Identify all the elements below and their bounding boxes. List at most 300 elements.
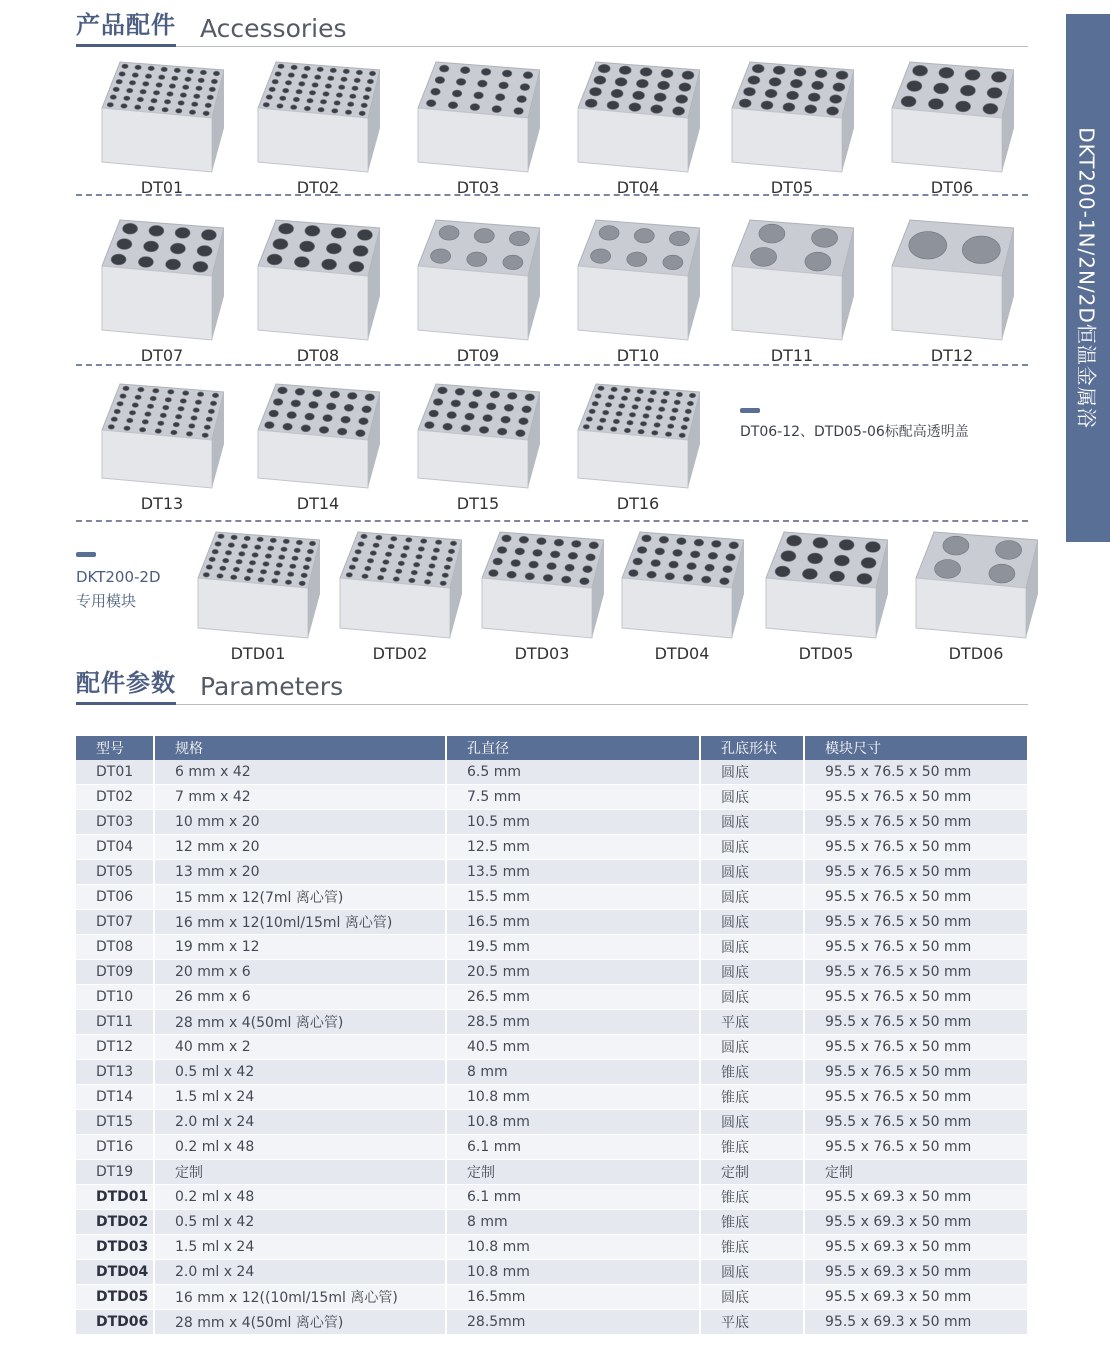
accessory-block-dt15 — [416, 382, 540, 518]
block-hole — [307, 98, 313, 103]
cell-hole-diameter: 8 mm — [446, 1210, 700, 1235]
block-hole — [443, 423, 453, 430]
cell-spec: 7 mm x 42 — [154, 785, 446, 810]
row-divider — [76, 518, 1028, 522]
block-hole — [303, 565, 309, 570]
table-row — [76, 1160, 1028, 1185]
block-hole — [147, 404, 153, 409]
block-hole — [522, 406, 532, 413]
block-hole — [647, 571, 657, 578]
block-hole — [483, 415, 493, 422]
block-hole — [218, 534, 224, 539]
block-hole — [349, 261, 364, 272]
block-front-face — [578, 266, 688, 340]
block-illustration — [100, 60, 224, 178]
block-hole — [642, 535, 652, 542]
cell-spec: 6 mm x 42 — [154, 760, 446, 785]
cell-module-size: 95.5 x 76.5 x 50 mm — [804, 860, 1028, 885]
block-hole — [509, 231, 529, 245]
block-hole — [640, 422, 646, 427]
dkt-module-label — [76, 552, 161, 613]
block-hole — [193, 408, 199, 413]
block-hole — [650, 390, 656, 395]
block-hole — [857, 573, 872, 584]
cell-model: DT04 — [76, 835, 154, 860]
block-hole — [935, 560, 961, 579]
block-hole — [439, 226, 459, 240]
block-hole — [172, 76, 178, 81]
cell-module-size: 定制 — [804, 1160, 1028, 1185]
block-hole — [273, 239, 288, 250]
cell-hole-diameter: 6.1 mm — [446, 1185, 700, 1210]
cell-hole-diameter: 20.5 mm — [446, 960, 700, 985]
cell-module-size: 95.5 x 69.3 x 50 mm — [804, 1210, 1028, 1235]
header-model: 型号 — [76, 736, 154, 760]
block-hole — [173, 422, 179, 427]
cell-hole-diameter: 10.8 mm — [446, 1085, 700, 1110]
block-hole — [385, 552, 391, 557]
block-hole — [781, 551, 796, 562]
block-hole — [901, 96, 916, 107]
cell-spec: 12 mm x 20 — [154, 835, 446, 860]
block-hole — [672, 408, 678, 413]
block-hole — [174, 68, 180, 73]
block-hole — [523, 72, 533, 79]
accessory-block-dtd05 — [764, 530, 888, 668]
block-hole — [504, 404, 514, 411]
block-hole — [502, 535, 512, 542]
block-hole — [304, 66, 310, 71]
block-label: DT03 — [456, 178, 500, 197]
cell-hole-bottom: 平底 — [700, 1310, 804, 1335]
block-hole — [309, 401, 319, 408]
block-hole — [350, 94, 356, 99]
block-hole — [145, 412, 151, 417]
table-row — [76, 1310, 1028, 1335]
block-hole — [336, 93, 342, 98]
block-hole — [309, 541, 315, 546]
block-hole — [144, 241, 159, 252]
block-hole — [346, 573, 352, 578]
cell-hole-bottom: 锥底 — [700, 1235, 804, 1260]
lid-note — [740, 408, 969, 441]
block-hole — [231, 535, 237, 540]
cell-hole-diameter: 40.5 mm — [446, 1035, 700, 1060]
accessory-block-dt01 — [100, 60, 224, 202]
cell-model: DTD04 — [76, 1260, 154, 1285]
block-hole — [348, 102, 354, 107]
block-label: DT04 — [616, 178, 660, 197]
block-hole — [211, 79, 217, 84]
block-hole — [687, 563, 697, 570]
block-hole — [689, 393, 695, 398]
block-hole — [447, 412, 457, 419]
cell-hole-bottom: 圆底 — [700, 785, 804, 810]
block-hole — [299, 581, 305, 586]
block-hole — [110, 95, 116, 100]
block-illustration — [480, 530, 604, 644]
cell-hole-bottom: 平底 — [700, 1010, 804, 1035]
block-hole — [595, 394, 601, 399]
block-hole — [137, 97, 143, 102]
block-illustration — [416, 382, 540, 494]
block-hole — [334, 101, 340, 106]
block-hole — [210, 401, 216, 406]
block-hole — [712, 540, 722, 547]
cell-hole-bottom: 圆底 — [700, 1260, 804, 1285]
table-row — [76, 1235, 1028, 1260]
block-hole — [586, 417, 592, 422]
block-hole — [481, 68, 491, 75]
block-hole — [153, 389, 159, 394]
block-hole — [370, 551, 376, 556]
block-hole — [192, 102, 198, 107]
block-hole — [359, 418, 369, 425]
block-hole — [600, 418, 606, 423]
accessories-title-cn: 产品配件 — [76, 5, 176, 47]
block-hole — [203, 111, 209, 116]
block-hole — [317, 67, 323, 72]
block-hole — [433, 548, 439, 553]
block-hole — [183, 85, 189, 90]
block-hole — [258, 577, 264, 582]
block-hole — [427, 572, 433, 577]
block-hole — [589, 409, 595, 414]
block-hole — [643, 414, 649, 419]
block-hole — [685, 409, 691, 414]
block-hole — [356, 70, 362, 75]
block-hole — [508, 392, 518, 399]
block-hole — [198, 78, 204, 83]
table-row — [76, 985, 1028, 1010]
block-hole — [244, 536, 250, 541]
block-hole — [554, 539, 564, 546]
block-hole — [589, 542, 599, 549]
cell-module-size: 95.5 x 76.5 x 50 mm — [804, 985, 1028, 1010]
cell-model: DT01 — [76, 760, 154, 785]
block-hole — [629, 103, 641, 112]
block-hole — [287, 412, 297, 419]
block-hole — [615, 78, 627, 87]
block-hole — [132, 403, 138, 408]
block-hole — [583, 425, 589, 430]
block-illustration — [100, 218, 224, 346]
cell-hole-bottom: 锥底 — [700, 1135, 804, 1160]
block-hole — [328, 76, 334, 81]
block-hole — [448, 549, 454, 554]
block-hole — [315, 75, 321, 80]
block-hole — [274, 571, 280, 576]
block-hole — [983, 103, 998, 114]
block-hole — [456, 78, 466, 85]
block-hole — [108, 425, 114, 430]
block-hole — [637, 389, 643, 394]
block-hole — [603, 410, 609, 415]
block-hole — [276, 563, 282, 568]
block-hole — [424, 580, 430, 585]
block-hole — [365, 566, 371, 571]
block-hole — [665, 573, 675, 580]
block-hole — [213, 71, 219, 76]
block-hole — [421, 539, 427, 544]
block-hole — [833, 83, 845, 92]
header-hole-diameter: 孔直径 — [446, 736, 700, 760]
block-hole — [239, 552, 245, 557]
block-illustration — [730, 60, 854, 178]
block-hole — [113, 87, 119, 92]
block-illustration — [576, 382, 700, 494]
block-hole — [293, 97, 299, 102]
block-hole — [515, 548, 525, 555]
block-hole — [461, 425, 471, 432]
table-row — [76, 785, 1028, 810]
block-hole — [197, 246, 212, 257]
block-hole — [145, 74, 151, 79]
block-hole — [309, 91, 315, 96]
block-label: DTD05 — [798, 644, 854, 663]
dkt-bullet — [76, 552, 96, 557]
block-hole — [676, 95, 688, 104]
block-hole — [163, 405, 169, 410]
block-hole — [117, 239, 132, 250]
cell-hole-bottom: 圆底 — [700, 935, 804, 960]
block-hole — [598, 386, 604, 391]
parameters-title-cn: 配件参数 — [76, 663, 176, 705]
block-hole — [960, 85, 975, 96]
block-hole — [627, 252, 647, 266]
block-hole — [187, 69, 193, 74]
block-hole — [473, 390, 483, 397]
accessory-block-dtd06 — [914, 530, 1038, 668]
block-hole — [326, 403, 336, 410]
cell-spec: 13 mm x 20 — [154, 860, 446, 885]
block-hole — [590, 87, 602, 96]
cell-model: DT08 — [76, 935, 154, 960]
block-hole — [752, 64, 764, 73]
cell-spec: 16 mm x 12((10ml/15ml 离心管) — [154, 1285, 446, 1310]
table-body — [76, 760, 1028, 1335]
block-hole — [312, 83, 318, 88]
cell-module-size: 95.5 x 76.5 x 50 mm — [804, 1110, 1028, 1135]
block-hole — [398, 561, 404, 566]
block-hole — [160, 413, 166, 418]
block-hole — [478, 80, 488, 87]
block-hole — [659, 536, 669, 543]
block-hole — [656, 415, 662, 420]
block-hole — [744, 87, 756, 96]
block-hole — [765, 89, 777, 98]
block-illustration — [256, 60, 380, 178]
block-hole — [451, 400, 461, 407]
block-front-face — [732, 266, 842, 340]
block-hole — [651, 105, 663, 114]
block-hole — [598, 64, 610, 73]
block-illustration — [338, 530, 462, 644]
block-hole — [285, 580, 291, 585]
parameters-title-en: Parameters — [200, 672, 344, 701]
block-label: DT07 — [140, 346, 184, 365]
parameters-table — [76, 736, 1029, 1335]
block-hole — [435, 540, 441, 545]
table-row — [76, 910, 1028, 935]
block-hole — [431, 249, 451, 263]
block-hole — [401, 553, 407, 558]
block-hole — [865, 542, 880, 553]
block-hole — [987, 88, 1002, 99]
block-hole — [373, 543, 379, 548]
block-hole — [180, 399, 186, 404]
block-hole — [167, 92, 173, 97]
block-hole — [705, 564, 715, 571]
block-hole — [501, 416, 511, 423]
block-hole — [178, 101, 184, 106]
block-hole — [268, 546, 274, 551]
block-hole — [516, 430, 526, 437]
cell-model: DTD03 — [76, 1235, 154, 1260]
block-hole — [277, 104, 283, 109]
block-label: DT16 — [616, 494, 660, 513]
block-hole — [291, 65, 297, 70]
cell-model: DTD02 — [76, 1210, 154, 1235]
cell-hole-bottom: 锥底 — [700, 1210, 804, 1235]
block-hole — [561, 576, 571, 583]
table-row — [76, 1260, 1028, 1285]
block-hole — [467, 252, 487, 266]
block-hole — [613, 419, 619, 424]
block-front-face — [916, 578, 1026, 638]
block-hole — [627, 420, 633, 425]
cell-hole-diameter: 16.5 mm — [446, 910, 700, 935]
block-hole — [812, 81, 824, 90]
block-hole — [207, 95, 213, 100]
block-hole — [367, 559, 373, 564]
cell-model: DT05 — [76, 860, 154, 885]
block-hole — [493, 558, 503, 565]
accessory-block-dt10 — [576, 218, 700, 370]
block-hole — [119, 72, 125, 77]
cell-spec: 26 mm x 6 — [154, 985, 446, 1010]
cell-hole-diameter: 7.5 mm — [446, 785, 700, 810]
cell-module-size: 95.5 x 76.5 x 50 mm — [804, 810, 1028, 835]
block-hole — [460, 67, 470, 74]
side-tab-label: DKT200-1N/2N/2D恒温金属浴 — [1074, 127, 1099, 429]
block-hole — [663, 255, 683, 269]
block-hole — [489, 570, 499, 577]
cell-model: DT14 — [76, 1085, 154, 1110]
block-front-face — [418, 430, 528, 488]
cell-hole-diameter: 15.5 mm — [446, 885, 700, 910]
block-hole — [396, 569, 402, 574]
block-hole — [165, 398, 171, 403]
block-hole — [294, 257, 309, 268]
block-hole — [206, 417, 212, 422]
block-illustration — [764, 530, 888, 644]
block-hole — [673, 549, 683, 556]
block-hole — [783, 103, 795, 112]
block-hole — [197, 392, 203, 397]
cell-module-size: 95.5 x 69.3 x 50 mm — [804, 1260, 1028, 1285]
block-hole — [834, 555, 849, 566]
block-illustration — [914, 530, 1038, 644]
block-hole — [658, 81, 670, 90]
block-hole — [307, 549, 313, 554]
cell-spec: 20 mm x 6 — [154, 960, 446, 985]
block-hole — [138, 257, 153, 268]
cell-hole-bottom: 锥底 — [700, 1060, 804, 1085]
cell-hole-diameter: 28.5 mm — [446, 1010, 700, 1035]
block-hole — [107, 103, 113, 108]
block-label: DT11 — [770, 346, 814, 365]
block-hole — [682, 71, 694, 80]
table-row — [76, 1035, 1028, 1060]
cell-module-size: 95.5 x 69.3 x 50 mm — [804, 1235, 1028, 1260]
block-hole — [225, 551, 231, 556]
block-hole — [633, 91, 645, 100]
block-front-face — [892, 266, 1002, 340]
block-hole — [180, 93, 186, 98]
block-illustration — [256, 218, 380, 346]
block-hole — [808, 553, 823, 564]
block-hole — [304, 106, 310, 111]
block-hole — [572, 540, 582, 547]
cell-spec: 10 mm x 20 — [154, 810, 446, 835]
block-hole — [156, 83, 162, 88]
cell-hole-bottom: 圆底 — [700, 885, 804, 910]
accessories-heading — [76, 0, 1028, 47]
cell-hole-diameter: 10.8 mm — [446, 1235, 700, 1260]
block-hole — [162, 107, 168, 112]
block-hole — [611, 89, 623, 98]
block-hole — [739, 99, 751, 108]
block-hole — [773, 66, 785, 75]
block-hole — [525, 573, 535, 580]
block-front-face — [766, 578, 876, 638]
block-hole — [142, 420, 148, 425]
block-hole — [341, 416, 351, 423]
block-hole — [111, 254, 126, 265]
block-illustration — [890, 60, 1014, 178]
block-hole — [492, 106, 502, 113]
cell-module-size: 95.5 x 76.5 x 50 mm — [804, 885, 1028, 910]
accessory-block-dtd03 — [480, 530, 604, 668]
table-row — [76, 1210, 1028, 1235]
block-hole — [913, 65, 928, 76]
block-hole — [380, 568, 386, 573]
block-hole — [668, 424, 674, 429]
cell-hole-diameter: 6.5 mm — [446, 760, 700, 785]
block-hole — [440, 581, 446, 586]
block-hole — [608, 395, 614, 400]
block-hole — [543, 574, 553, 581]
block-hole — [359, 111, 365, 116]
block-hole — [450, 541, 456, 546]
cell-hole-diameter: 10.8 mm — [446, 1110, 700, 1135]
cell-hole-bottom: 圆底 — [700, 985, 804, 1010]
block-illustration — [620, 530, 744, 644]
dkt-label-line1: DKT200-2D — [76, 568, 161, 586]
block-hole — [193, 261, 208, 272]
block-hole — [599, 226, 619, 240]
block-label: DT15 — [456, 494, 500, 513]
dkt-label-line2: 专用模块 — [76, 592, 137, 610]
cell-model: DTD05 — [76, 1285, 154, 1310]
block-hole — [212, 549, 218, 554]
block-hole — [638, 429, 644, 434]
block-hole — [376, 535, 382, 540]
block-hole — [444, 565, 450, 570]
block-hole — [409, 578, 415, 583]
block-hole — [673, 107, 685, 116]
